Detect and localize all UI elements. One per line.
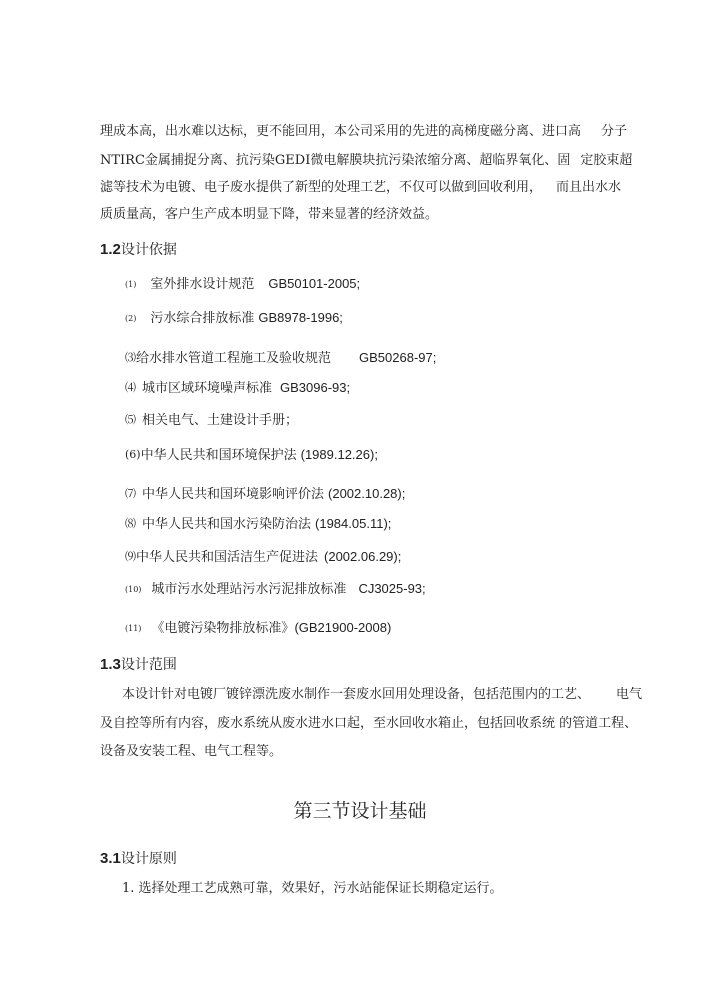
list-marker: ⑶ bbox=[125, 351, 136, 364]
text-span: 定胶束超 bbox=[580, 153, 633, 168]
list-item-name: 相关电气、土建设计手册； bbox=[142, 413, 299, 428]
list-item-code: (2002.06.29); bbox=[324, 549, 402, 564]
list-item-code: GB3096-93; bbox=[280, 380, 351, 395]
list-item bbox=[125, 486, 405, 503]
text-span: NTIRC金属捕捉分离、抗污染GEDI微电解膜块抗污染浓缩分离、超临界氧化、固 bbox=[100, 153, 571, 168]
list-item-name: 污水综合排放标准 bbox=[150, 311, 255, 326]
section-heading-1-2 bbox=[100, 241, 177, 259]
text-span: 电气 bbox=[616, 687, 643, 702]
section-heading-3-1 bbox=[100, 850, 177, 868]
text-span: 滤等技术为电镀、电子废水提供了新型的处理工艺，不仅可以做到回收利用， bbox=[100, 180, 543, 195]
list-marker: ⑼ bbox=[125, 550, 136, 563]
paragraph-line bbox=[100, 153, 632, 169]
text-span: 本设计针对电镀厂镀锌漂洗废水制作一套废水回用处理设备，包括范围内的工艺、 bbox=[122, 687, 591, 702]
list-item bbox=[125, 412, 298, 429]
paragraph-line bbox=[100, 124, 627, 140]
text-span: 及自控等所有内容，废水系统从废水进水口起，至水回收水箱止，包括回收系统 的管道工程、 bbox=[100, 716, 638, 731]
list-item-name: 中华人民共和国水污染防治法 bbox=[142, 517, 312, 532]
list-marker: (2) bbox=[125, 314, 137, 323]
list-item-code: (1984.05.11); bbox=[315, 516, 392, 531]
section-title: 设计依据 bbox=[120, 242, 177, 258]
paragraph-line bbox=[100, 207, 438, 223]
list-item-code: GB8978-1996; bbox=[258, 310, 343, 325]
section-title: 设计范围 bbox=[120, 657, 177, 673]
section-number: 1.3 bbox=[100, 656, 121, 673]
list-item-name: 室外排水设计规范 bbox=[150, 277, 255, 292]
chapter-title: 第三节设计基础 bbox=[293, 800, 427, 822]
list-item-name: 中华人民共和国环境影响评价法 bbox=[142, 487, 325, 502]
list-item-name: 《电镀污染物排放标准》 bbox=[151, 621, 295, 636]
paragraph-line bbox=[122, 881, 503, 897]
list-item bbox=[125, 276, 360, 293]
list-item bbox=[125, 350, 436, 367]
section-title: 设计原则 bbox=[120, 851, 177, 867]
list-marker: (1) bbox=[125, 280, 137, 289]
list-item-code: (GB21900-2008) bbox=[294, 620, 392, 635]
list-marker: ⑺ bbox=[125, 487, 136, 500]
paragraph-line bbox=[122, 687, 642, 703]
list-marker: (11) bbox=[125, 624, 142, 633]
section-number: 1.2 bbox=[100, 241, 121, 258]
text-span: 设备及安装工程、电气工程等。 bbox=[100, 744, 283, 759]
paragraph-line bbox=[100, 744, 282, 760]
list-item-code: GB50268-97; bbox=[359, 350, 437, 365]
list-item-name: 给水排水管道工程施工及验收规范 bbox=[136, 351, 332, 366]
text-span: 分子 bbox=[601, 124, 628, 139]
list-item-name: 中华人民共和国环境保护法 bbox=[140, 448, 297, 463]
list-marker: ⑷ bbox=[125, 381, 136, 394]
list-marker: ⑻ bbox=[125, 517, 136, 530]
list-marker: ⑸ bbox=[125, 413, 136, 426]
text-span: 理成本高，出水难以达标，更不能回用，本公司采用的先进的高梯度磁分离、进口高 bbox=[100, 124, 582, 139]
list-item-code: (1989.12.26); bbox=[300, 447, 378, 462]
text-span: 质质量高，客户生产成本明显下降，带来显著的经济效益。 bbox=[100, 207, 439, 222]
list-marker: (6) bbox=[125, 448, 141, 461]
list-item-code: CJ3025-93; bbox=[358, 581, 426, 596]
list-item bbox=[125, 310, 343, 327]
list-item bbox=[125, 516, 391, 533]
list-item bbox=[125, 380, 350, 397]
list-item-name: 城市污水处理站污水污泥排放标准 bbox=[151, 582, 347, 597]
list-item-code: GB50101-2005; bbox=[268, 276, 361, 291]
paragraph-line bbox=[100, 716, 637, 732]
list-item bbox=[125, 549, 401, 566]
list-item bbox=[125, 447, 378, 464]
paragraph-line bbox=[100, 180, 621, 196]
section-heading-1-3 bbox=[100, 656, 177, 674]
list-marker: (10) bbox=[125, 585, 142, 594]
list-item-code: (2002.10.28); bbox=[328, 486, 406, 501]
list-item-name: 城市区域环境噪声标准 bbox=[142, 381, 273, 396]
list-item bbox=[125, 620, 391, 637]
list-item bbox=[125, 581, 426, 598]
text-span: 而且出水水 bbox=[556, 180, 622, 195]
section-number: 3.1 bbox=[100, 850, 121, 867]
list-item-name: 中华人民共和国活洁生产促进法 bbox=[136, 550, 319, 565]
text-span: 1. 选择处理工艺成熟可靠，效果好，污水站能保证长期稳定运行。 bbox=[122, 881, 503, 896]
